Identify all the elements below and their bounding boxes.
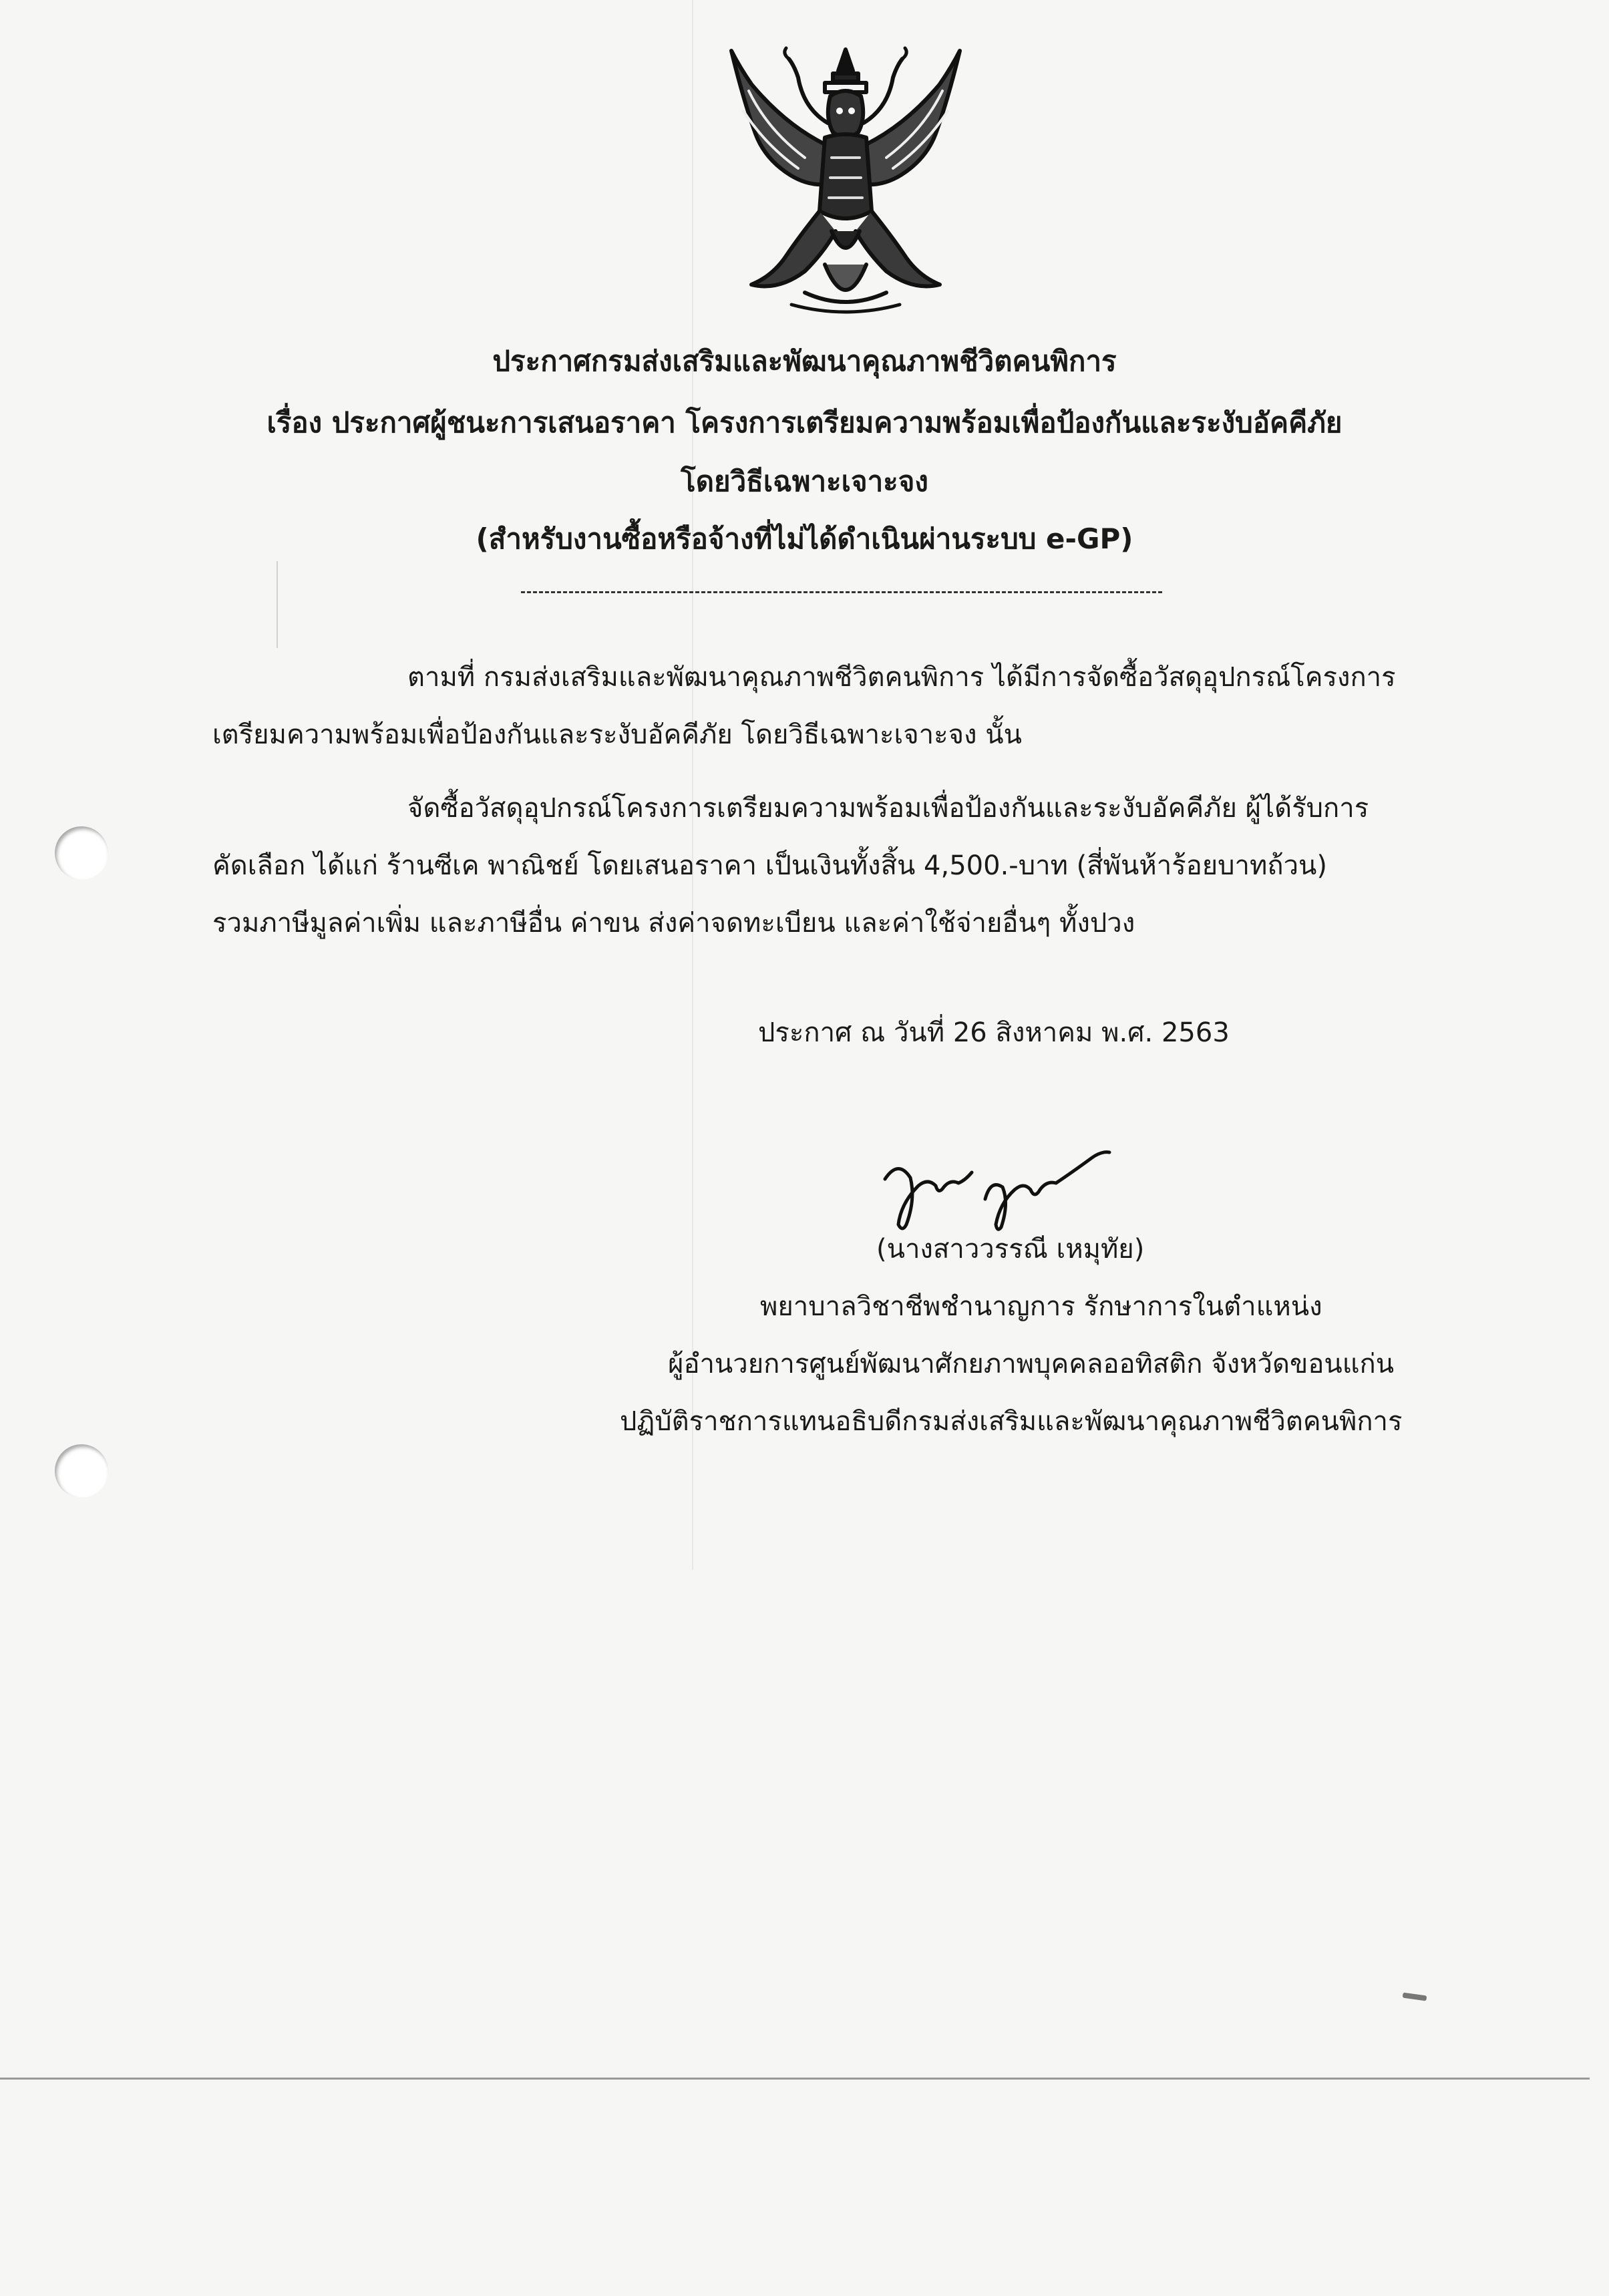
fold-crease	[692, 0, 693, 1570]
paragraph-2-line-3: รวมภาษีมูลค่าเพิ่ม และภาษีอื่น ค่าขน ส่งค่าจดทะเบียน และค่าใช้จ่ายอื่นๆ ทั้งปวง	[212, 908, 1135, 939]
punch-hole	[55, 1444, 108, 1498]
document-method: โดยวิธีเฉพาะเจาะจง	[681, 465, 928, 498]
document-title: ประกาศกรมส่งเสริมและพัฒนาคุณภาพชีวิตคนพิการ	[492, 345, 1117, 377]
bottom-rule	[0, 2078, 1590, 2080]
scan-mark	[277, 561, 278, 648]
handwritten-signature	[872, 1139, 1125, 1239]
signatory-position-1: พยาบาลวิชาชีพชำนาญการ รักษาการในตำแหน่ง	[760, 1291, 1322, 1322]
scan-speck	[1403, 1993, 1427, 2001]
paragraph-2-line-2: คัดเลือก ได้แก่ ร้านซีเค พาณิชย์ โดยเสนอราคา เป็นเงินทั้งสิ้น 4,500.-บาท (สี่พันห้าร้อยบาทถ้วน)	[212, 850, 1328, 881]
document-subject: เรื่อง ประกาศผู้ชนะการเสนอราคา โครงการเตรียมความพร้อมเพื่อป้องกันและระงับอัคคีภัย	[266, 406, 1343, 439]
punch-hole	[55, 826, 108, 880]
garuda-emblem-icon	[725, 44, 966, 315]
signatory-name: (นางสาววรรณี เหมุทัย)	[876, 1234, 1145, 1265]
paragraph-1-line-1: ตามที่ กรมส่งเสริมและพัฒนาคุณภาพชีวิตคนพิการ ได้มีการจัดซื้อวัสดุอุปกรณ์โครงการ	[407, 662, 1396, 693]
signatory-position-2: ผู้อำนวยการศูนย์พัฒนาศักยภาพบุคคลออทิสติก จังหวัดขอนแก่น	[668, 1349, 1395, 1379]
paragraph-2-line-1: จัดซื้อวัสดุอุปกรณ์โครงการเตรียมความพร้อมเพื่อป้องกันและระงับอัคคีภัย ผู้ได้รับการ	[407, 793, 1369, 824]
paragraph-1-line-2: เตรียมความพร้อมเพื่อป้องกันและระงับอัคคีภัย โดยวิธีเฉพาะเจาะจง นั้น	[212, 719, 1022, 750]
signatory-position-3: ปฏิบัติราชการแทนอธิบดีกรมส่งเสริมและพัฒนาคุณภาพชีวิตคนพิการ	[620, 1406, 1403, 1437]
announcement-date: ประกาศ ณ วันที่ 26 สิงหาคม พ.ศ. 2563	[758, 1017, 1230, 1048]
heading-divider	[521, 591, 1162, 593]
document-note: (สำหรับงานซื้อหรือจ้างที่ไม่ได้ดำเนินผ่านระบบ e-GP)	[476, 522, 1133, 555]
